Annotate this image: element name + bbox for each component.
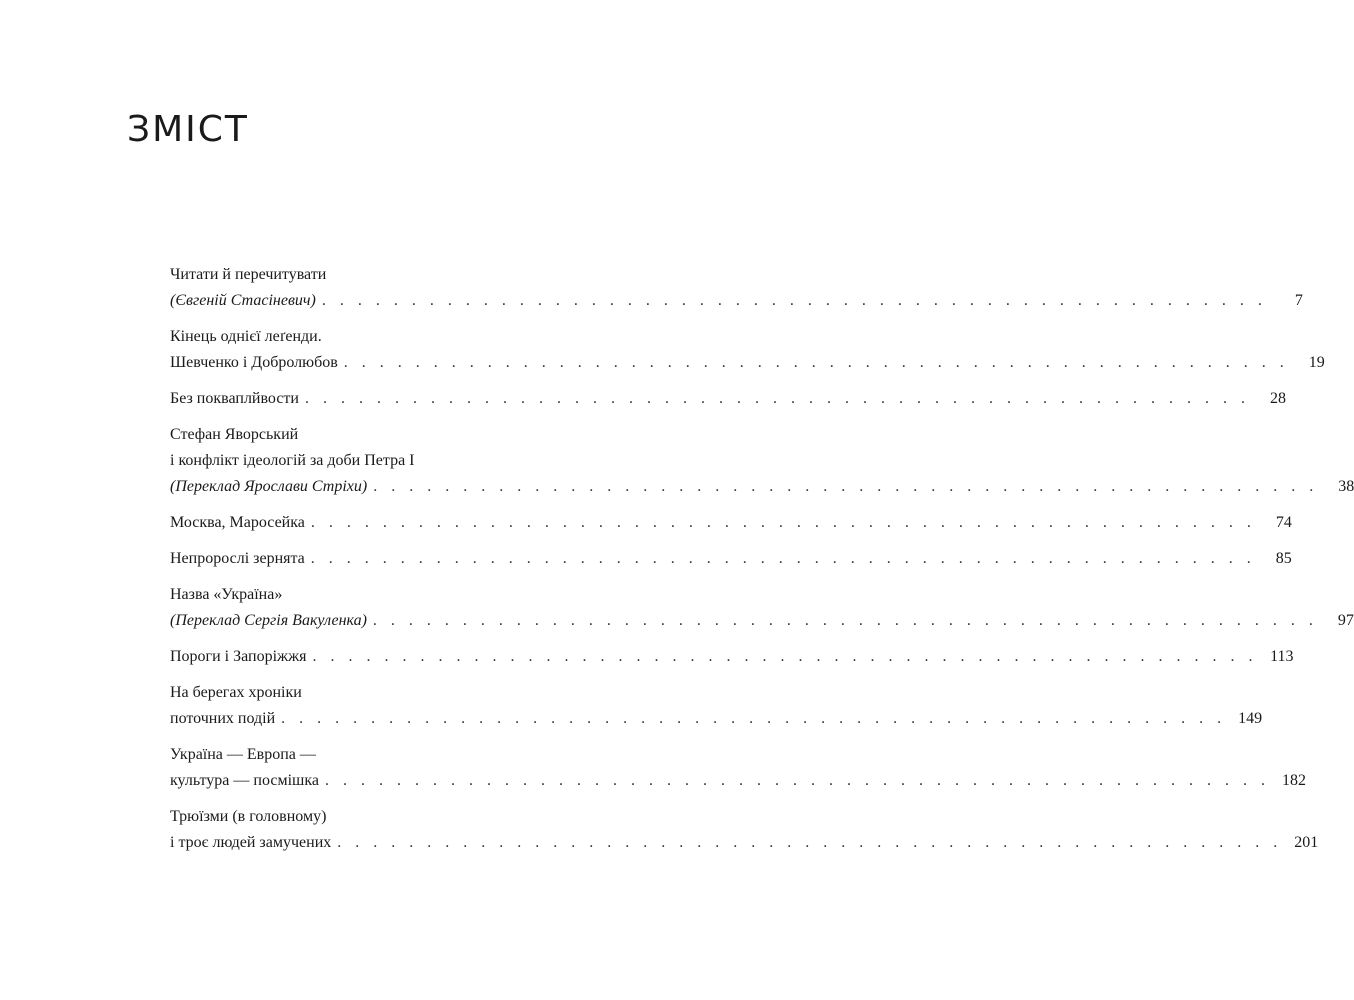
toc-entry-title: Кінець однієї леґенди.: [170, 328, 322, 345]
toc-page-number: 74: [1275, 514, 1292, 531]
table-of-contents: [170, 262, 1354, 866]
toc-entry-title: На берегах хроніки: [170, 684, 302, 701]
toc-leader-dots: . . . . . . . . . . . . . . . . . . . . . . . . . . . . . . . . . . . . . . . . . . . . . . . . . . . . .: [321, 292, 1267, 309]
toc-entry[interactable]: [170, 742, 1306, 794]
toc-entry[interactable]: [170, 510, 1292, 536]
toc-entry[interactable]: [170, 262, 1303, 314]
toc-entry[interactable]: [170, 582, 1354, 634]
toc-entry-title: і конфлікт ідеологій за доби Петра І: [170, 452, 415, 469]
toc-page-number: 182: [1281, 772, 1306, 789]
toc-leader-dots: . . . . . . . . . . . . . . . . . . . . . . . . . . . . . . . . . . . . . . . . . . . . . . . . . . . . .: [310, 550, 1256, 567]
toc-entry-title: поточних подій: [170, 710, 276, 727]
toc-entry-translator: (Переклад Сергія Вакуленка): [170, 612, 367, 629]
toc-entry-title: Читати й перечитувати: [170, 266, 327, 283]
toc-entry[interactable]: [170, 804, 1319, 856]
toc-entry-title: і троє людей замучених: [170, 834, 332, 851]
toc-page-number: 7: [1294, 292, 1303, 309]
toc-leader-dots: . . . . . . . . . . . . . . . . . . . . . . . . . . . . . . . . . . . . . . . . . . . . . . . . . . . . .: [304, 390, 1250, 407]
toc-leader-dots: . . . . . . . . . . . . . . . . . . . . . . . . . . . . . . . . . . . . . . . . . . . . . . . . . . . . .: [373, 478, 1319, 495]
toc-leader-dots: . . . . . . . . . . . . . . . . . . . . . . . . . . . . . . . . . . . . . . . . . . . . . . . . . . . . .: [337, 834, 1283, 851]
toc-page-number: 97: [1337, 612, 1354, 629]
toc-entry-title: Пороги і Запоріжжя: [170, 648, 307, 665]
toc-leader-dots: . . . . . . . . . . . . . . . . . . . . . . . . . . . . . . . . . . . . . . . . . . . . . . . . . . . . .: [372, 612, 1318, 629]
toc-entry-title: Без покваплйвости: [170, 390, 299, 407]
toc-entry[interactable]: [170, 680, 1263, 732]
toc-leader-dots: . . . . . . . . . . . . . . . . . . . . . . . . . . . . . . . . . . . . . . . . . . . . . . . . . . . . .: [281, 710, 1227, 727]
toc-leader-dots: . . . . . . . . . . . . . . . . . . . . . . . . . . . . . . . . . . . . . . . . . . . . . . . . . . . . .: [312, 648, 1258, 665]
toc-entry[interactable]: [170, 644, 1294, 670]
toc-entry-translator: (Переклад Ярослави Стріхи): [170, 478, 368, 495]
toc-leader-dots: . . . . . . . . . . . . . . . . . . . . . . . . . . . . . . . . . . . . . . . . . . . . . . . . . . . . .: [343, 354, 1289, 371]
toc-entry[interactable]: [170, 422, 1354, 500]
toc-entry-title: культура — посмішка: [170, 772, 319, 789]
toc-entry-translator: (Євгеній Стасіневич): [170, 292, 316, 309]
toc-leader-dots: . . . . . . . . . . . . . . . . . . . . . . . . . . . . . . . . . . . . . . . . . . . . . . . . . . . . .: [324, 772, 1270, 789]
toc-page-number: 113: [1270, 648, 1294, 665]
page-title: ЗМІСТ: [127, 109, 249, 150]
toc-leader-dots: . . . . . . . . . . . . . . . . . . . . . . . . . . . . . . . . . . . . . . . . . . . . . . . . . . . . .: [310, 514, 1256, 531]
toc-entry-title: Шевченко і Добролюбов: [170, 354, 338, 371]
toc-entry-title: Непророслі зернята: [170, 550, 305, 567]
toc-page-number: 28: [1269, 390, 1286, 407]
toc-entry-title: Україна — Европа —: [170, 746, 316, 763]
toc-page-number: 19: [1308, 354, 1325, 371]
toc-entry-title: Москва, Маросейка: [170, 514, 305, 531]
toc-page-number: 38: [1338, 478, 1354, 495]
toc-entry[interactable]: [170, 386, 1286, 412]
toc-entry[interactable]: [170, 546, 1292, 572]
toc-entry-title: Назва «Україна»: [170, 586, 283, 603]
toc-page-number: 85: [1275, 550, 1292, 567]
toc-page-number: 201: [1294, 834, 1319, 851]
toc-entry-title: Трюїзми (в головному): [170, 808, 327, 825]
toc-entry[interactable]: [170, 324, 1325, 376]
toc-page-number: 149: [1238, 710, 1263, 727]
toc-entry-title: Стефан Яворський: [170, 426, 299, 443]
